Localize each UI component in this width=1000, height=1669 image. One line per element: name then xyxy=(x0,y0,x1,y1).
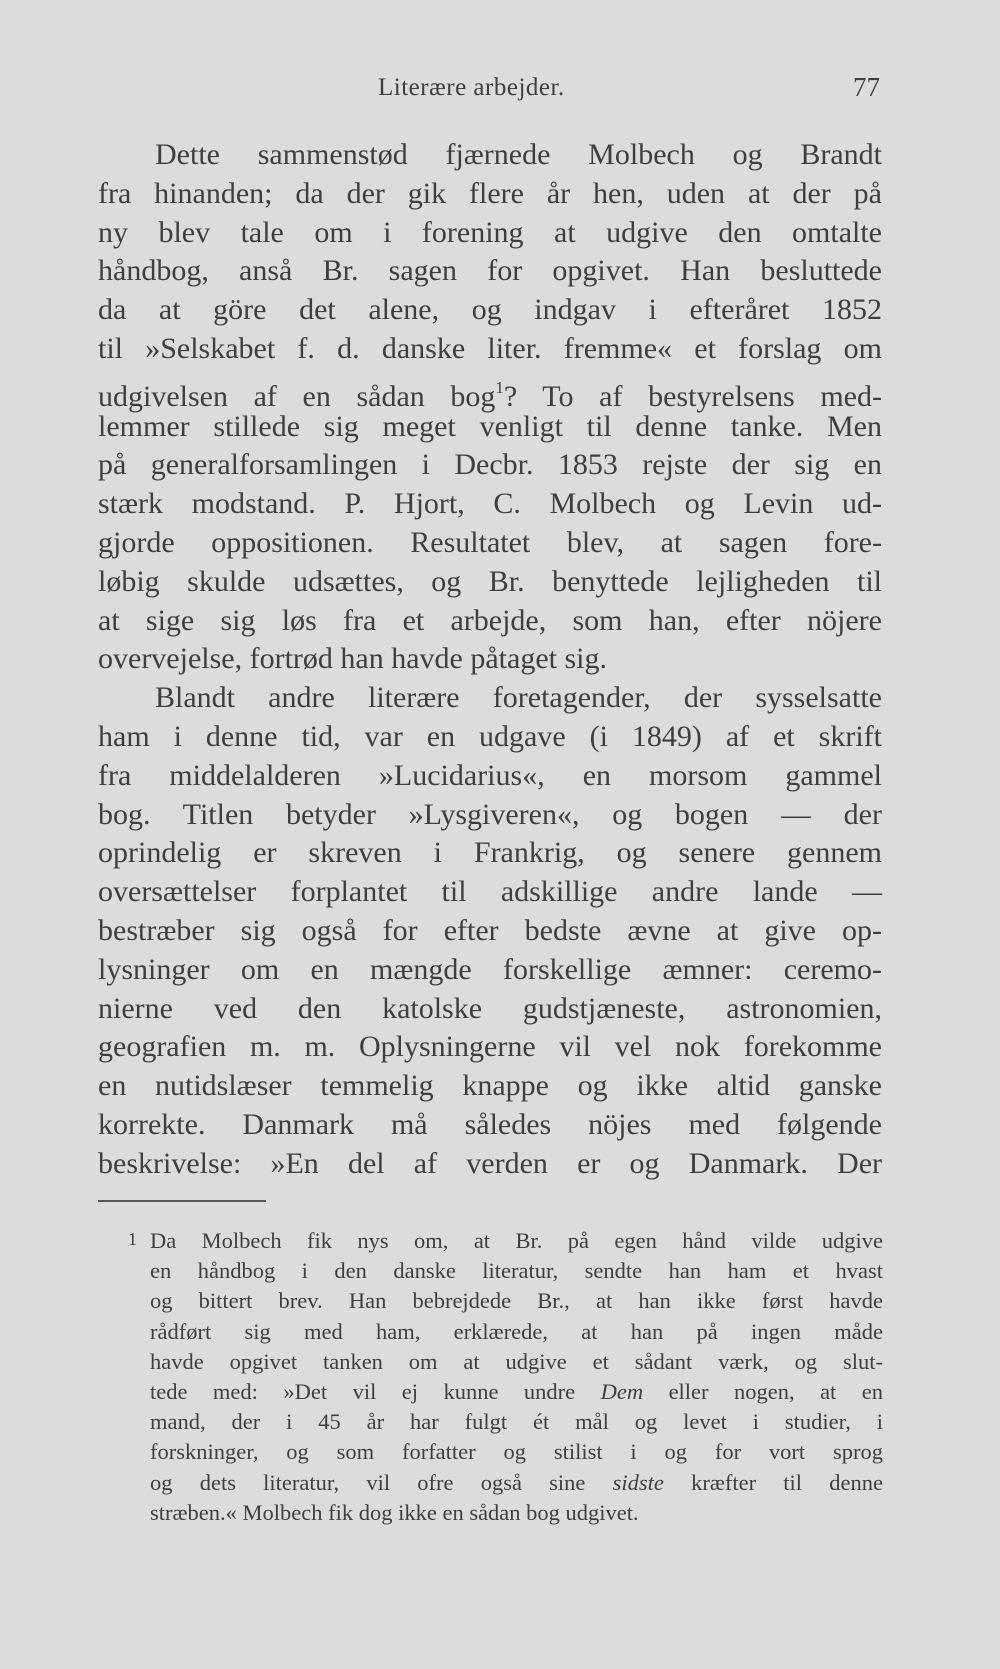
body-line: løbig skulde udsættes, og Br. benyttede lejligheden til xyxy=(98,564,882,598)
footnote-text: eller nogen, at en xyxy=(643,1378,883,1404)
body-line: Blandt andre literære foretagender, der sysselsatte xyxy=(155,681,882,715)
body-line: håndbog, anså Br. sagen for opgivet. Han besluttede xyxy=(98,254,882,288)
footnote-line: en håndbog i den danske literatur, sendte han ham et hvast xyxy=(150,1258,883,1284)
italic-word: Dem xyxy=(600,1378,644,1404)
body-line: beskrivelse: »En del af verden er og Danmark. Der xyxy=(98,1146,882,1180)
body-line: overvejelse, fortrød han havde påtaget sig. xyxy=(98,642,607,676)
body-line: til »Selskabet f. d. danske liter. fremme« et forslag om xyxy=(98,331,882,365)
body-line: oprindelig er skreven i Frankrig, og senere gennem xyxy=(98,836,882,870)
footnote-text: tede med: »Det vil ej kunne undre xyxy=(150,1378,601,1404)
body-line: Dette sammenstød fjærnede Molbech og Brandt xyxy=(155,138,882,171)
page-number: 77 xyxy=(853,72,880,102)
body-line: på generalforsamlingen i Decbr. 1853 rejste der sig en xyxy=(98,448,882,482)
footnote-line: rådført sig med ham, erklærede, at han på ingen måde xyxy=(150,1318,883,1344)
body-line-text: udgivelsen af en sådan bog xyxy=(98,379,496,413)
body-line: fra hinanden; da der gik flere år hen, uden at der på xyxy=(98,176,882,210)
footnote-text: Da Molbech fik nys om, at Br. på egen hånd vilde udgive xyxy=(150,1228,883,1253)
body-line: oversættelser forplantet til adskillige andre lande — xyxy=(98,875,882,909)
body-line: lysninger om en mængde forskellige æmner: ceremo- xyxy=(98,952,882,986)
footnote-line: og bittert brev. Han bebrejdede Br., at han ikke først havde xyxy=(150,1288,883,1314)
body-line-text: ? To af bestyrelsens med- xyxy=(503,379,882,413)
body-line: geografien m. m. Oplysningerne vil vel nok forekomme xyxy=(98,1030,882,1064)
body-line: en nutidslæser temmelig knappe og ikke altid ganske xyxy=(98,1069,882,1103)
footnote-block xyxy=(128,1226,883,1528)
body-line: korrekte. Danmark må således nöjes med følgende xyxy=(98,1107,882,1141)
body-line: lemmer stillede sig meget venligt til denne tanke. Men xyxy=(98,409,882,443)
body-line: ny blev tale om i forening at udgive den omtalte xyxy=(98,215,882,249)
footnote-line: stræben.« Molbech fik dog ikke en sådan bog udgivet. xyxy=(150,1499,639,1525)
body-line: fra middelalderen »Lucidarius«, en morsom gammel xyxy=(98,758,882,792)
body-text xyxy=(98,136,882,1184)
footnote-marker: 1 xyxy=(128,1229,137,1249)
footnote-reference[interactable]: 1 xyxy=(495,377,504,397)
body-line: bog. Titlen betyder »Lysgiveren«, og bogen — der xyxy=(98,797,882,831)
footnote-line xyxy=(128,1226,883,1256)
body-line: da at göre det alene, og indgav i efteråret 1852 xyxy=(98,293,882,327)
body-line: bestræber sig også for efter bedste ævne at give op- xyxy=(98,913,882,947)
footnote-line xyxy=(128,1377,883,1407)
running-title: Literære arbejder. xyxy=(378,74,565,101)
footnote-line: havde opgivet tanken om at udgive et sådant værk, og slut- xyxy=(150,1348,883,1374)
footnote-line xyxy=(128,1468,883,1498)
page-header xyxy=(100,72,880,112)
body-line: ham i denne tid, var en udgave (i 1849) af et skrift xyxy=(98,719,882,753)
footnote-line: mand, der i 45 år har fulgt ét mål og levet i studier, i xyxy=(150,1409,883,1435)
body-line: at sige sig løs fra et arbejde, som han, efter nöjere xyxy=(98,603,882,637)
body-line: stærk modstand. P. Hjort, C. Molbech og Levin ud- xyxy=(98,487,882,521)
body-line: gjorde oppositionen. Resultatet blev, at sagen fore- xyxy=(98,525,882,559)
italic-word: sidste xyxy=(612,1469,664,1495)
body-line: nierne ved den katolske gudstjæneste, astronomien, xyxy=(98,991,882,1025)
footnote-text: kræfter til denne xyxy=(663,1469,883,1495)
footnote-text: og dets literatur, vil ofre også sine xyxy=(150,1469,613,1495)
body-line xyxy=(98,369,882,413)
footnote-line: forskninger, og som forfatter og stilist i og for vort sprog xyxy=(150,1439,883,1465)
footnote-rule xyxy=(98,1200,266,1202)
